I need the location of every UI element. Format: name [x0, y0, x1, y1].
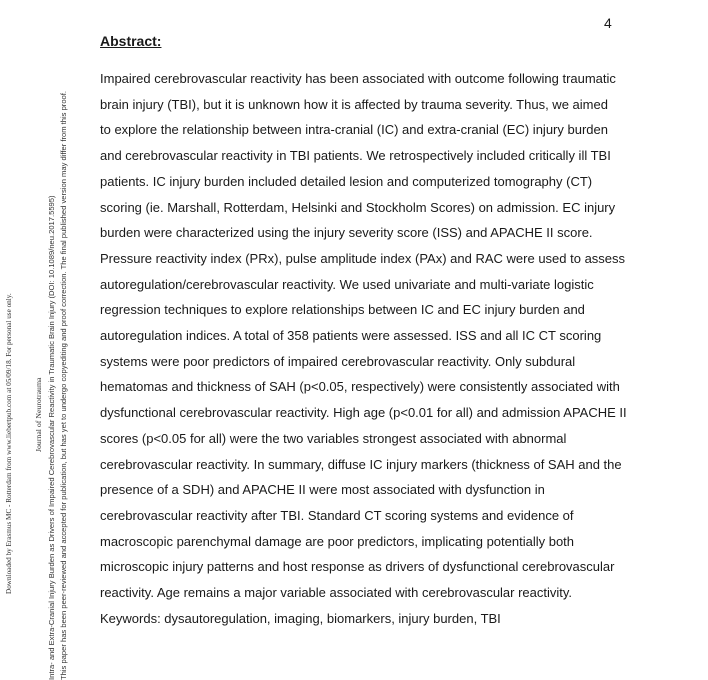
- abstract-line: reactivity. Age remains a major variable associated with cerebrovascular reactivity.: [100, 585, 573, 601]
- abstract-line: autoregulation indices. A total of 358 patients were assessed. ISS and all IC CT scoring: [100, 328, 602, 344]
- abstract-line: hematomas and thickness of SAH (p<0.05, respectively) were consistently associated with: [100, 379, 620, 395]
- proof-disclaimer: This paper has been peer-reviewed and accepted for publication, but has yet to undergo copyediting and proof correction. The final published version may differ from this proof.: [59, 90, 68, 680]
- abstract-line: microscopic injury patterns and host response as drivers of dysfunctional cerebrovascular: [100, 559, 615, 575]
- download-note: Downloaded by Erasmus MC - Rotterdam from www.liebertpub.com at 05/09/18. For personal use only.: [5, 293, 13, 594]
- abstract-line: cerebrovascular reactivity. In summary, diffuse IC injury markers (thickness of SAH and the: [100, 456, 622, 472]
- abstract-line: macroscopic parenchymal damage are poor predictors, implicating potentially both: [100, 533, 575, 549]
- keywords-line: Keywords: dysautoregulation, imaging, biomarkers, injury burden, TBI: [100, 610, 501, 626]
- abstract-line: presence of a SDH) and APACHE II were most associated with dysfunction in: [100, 482, 545, 498]
- abstract-line: and cerebrovascular reactivity in TBI patients. We retrospectively included critically ill TBI: [100, 148, 611, 164]
- journal-name: Journal of Neurotrauma: [34, 377, 43, 452]
- abstract-line: patients. IC injury burden included detailed lesion and computerized tomography (CT): [100, 173, 593, 189]
- abstract-line: scoring (ie. Marshall, Rotterdam, Helsinki and Stockholm Scores) on admission. EC injury: [100, 199, 616, 215]
- abstract-line: dysfunctional cerebrovascular reactivity. High age (p<0.01 for all) and admission APACHE II: [100, 405, 627, 421]
- abstract-line: Pressure reactivity index (PRx), pulse amplitude index (PAx) and RAC were used to assess: [100, 250, 626, 266]
- abstract-line: scores (p<0.05 for all) were the two variables strongest associated with abnormal: [100, 430, 567, 446]
- abstract-line: systems were poor predictors of impaired cerebrovascular reactivity. Only subdural: [100, 353, 576, 369]
- abstract-line: autoregulation/cerebrovascular reactivity. We used univariate and multi-variate logistic: [100, 276, 594, 292]
- abstract-line: burden were characterized using the injury severity score (ISS) and APACHE II score.: [100, 225, 593, 241]
- abstract-line: cerebrovascular reactivity after TBI. Standard CT scoring systems and evidence of: [100, 507, 574, 523]
- abstract-body: [100, 66, 640, 631]
- article-title: Intra- and Extra-Cranial Injury Burden as Drivers of Impaired Cerebrovascular Reactivity in Traumatic Brain Injury (DOI: 10.1089/neu.2017.5595): [47, 195, 56, 680]
- abstract-line: brain injury (TBI), but it is unknown how it is affected by trauma severity. Thus, we aimed: [100, 96, 608, 112]
- abstract-line: Impaired cerebrovascular reactivity has been associated with outcome following traumatic: [100, 71, 616, 86]
- page-number: 4: [604, 15, 612, 31]
- abstract-line: to explore the relationship between intra-cranial (IC) and extra-cranial (EC) injury burden: [100, 122, 608, 138]
- abstract-heading: Abstract:: [100, 33, 162, 49]
- abstract-line: regression techniques to explore relationships between IC and EC injury burden and: [100, 302, 585, 318]
